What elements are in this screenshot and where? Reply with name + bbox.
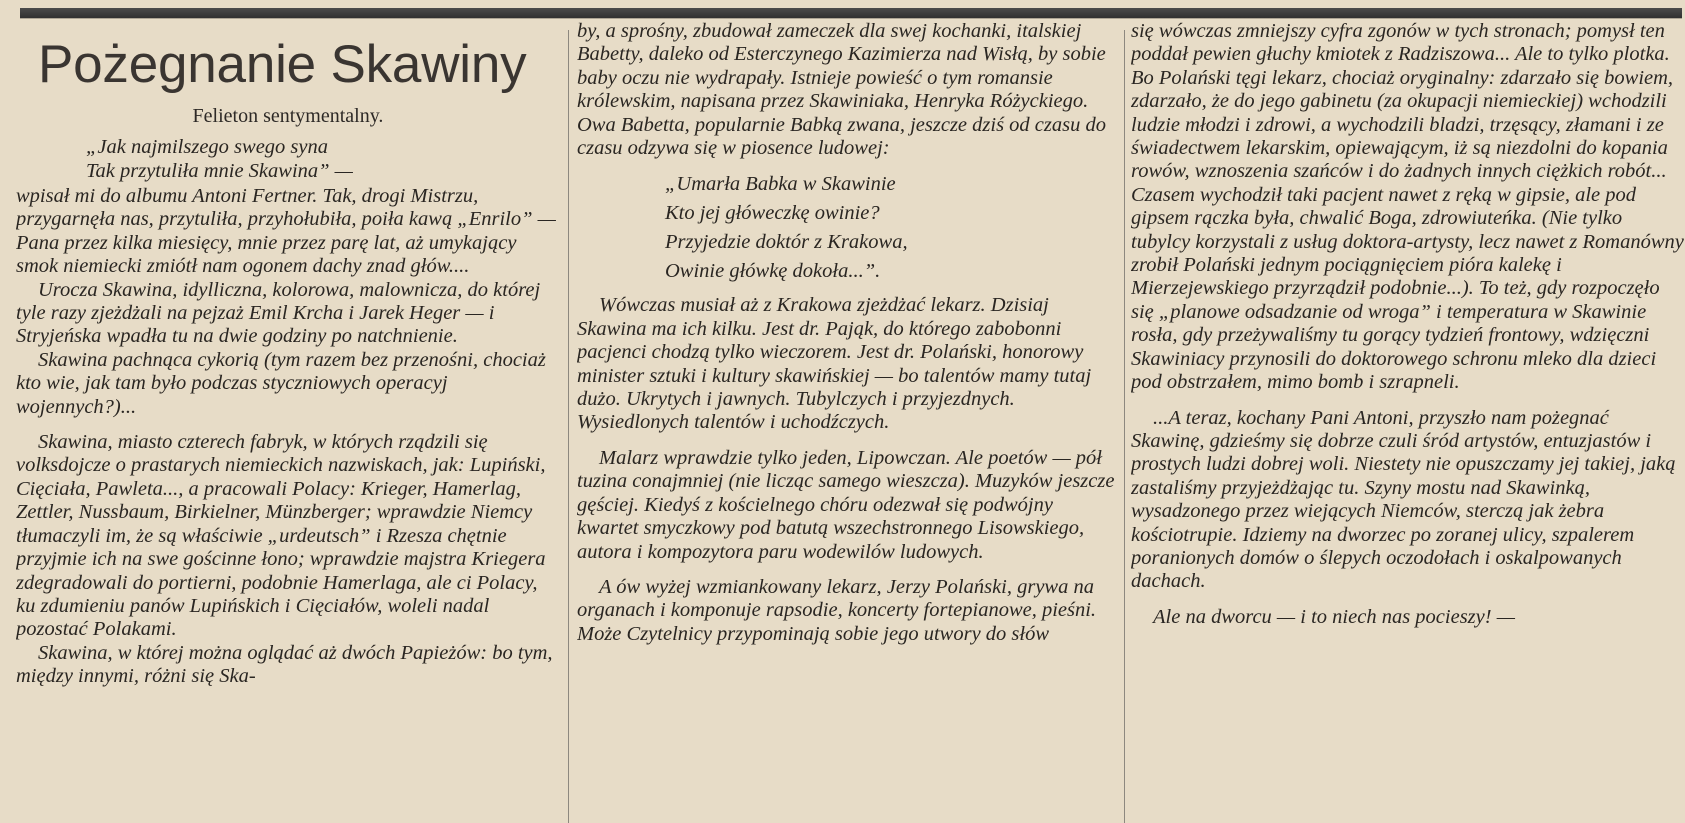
top-rule (20, 8, 1682, 18)
column-separator (568, 30, 569, 823)
verse-line: „Umarła Babka w Skawinie (665, 173, 896, 196)
paragraph: Wówczas musiał aż z Krakowa zjeżdżać lekarz. Dzisiaj Skawina ma ich kilku. Jest dr. Pająk, do którego zabobonni pacjenci chodzą tylko wieczorem. Jest dr. Polański, honorowy minister sztuki i kultury skawińskiej — bo talentów mamy tutaj dużo. Ukrytych i jawnych. Tubylczych i przyjezdnych. Wysiedlonych talentów i uchodźczych. (577, 294, 1092, 434)
article-subtitle: Felieton sentymentalny. (192, 105, 384, 127)
newspaper-page (0, 20, 1685, 823)
paragraph: Skawina pachnąca cykorią (tym razem bez przenośni, chociaż kto wie, jak tam było podczas styczniowych operacyj wojennych?)... (16, 348, 546, 418)
paragraph: by, a sprośny, zbudował zameczek dla swej kochanki, italskiej Babetty, daleko od Esterczynego Kazimierza nad Wisłą, by sobie baby oczu nie wydrapały. Istnieje powieść o tym romansie królewskim, napisana przez Skawiniaka, Henryka Różyckiego. Owa Babetta, popularnie Babką zwana, jeszcze dziś od czasu do czasu odzywa się w piosence ludowej: (577, 20, 1106, 160)
column-separator (1124, 30, 1125, 823)
column-1 (16, 20, 560, 823)
paragraph: się wówczas zmniejszy cyfra zgonów w tych stronach; pomysł ten poddał pewien głuchy kmiotek z Radziszowa... Ale to tylko plotka. Bo Polański tęgi lekarz, chociaż oryginalny: zdarzało się bowiem, zdarzało, że do jego gabinetu (za okupacji niemieckiej) wchodzili ludzie młodzi i zdrowi, a wychodzili bladzi, trzęsący, złamani i ze świadectwem lekarskim, opiewającym, iż są niezdolni do kopania rowów, wznoszenia szańców i do żadnych innych ciężkich robót... Czasem wychodził taki pacjent nawet z ręką w gipsie, ale pod gipsem rączka była, chwalić Boga, zdrowiuteńka. (Nie tylko tubylcy korzystali z usług doktora-artysty, lecz nawet z Romanówny zrobił Polański jednym pociągnięciem pióra kalekę i Mierzejewskiego przyrządził podobnie...). To też, gdy rozpoczęło się „planowe odsadzanie od wroga” i temperatura w Skawinie rosła, gdy przeżywaliśmy tu gorący tydzień frontowy, wdzięczni Skawiniacy przynosili do doktorowego schronu mleko dla dzieci pod obstrzałem, mimo bomb i szrapneli. (1131, 20, 1684, 394)
paragraph: Skawina, w której można oglądać aż dwóch Papieżów: bo tym, między innymi, różni się Ska- (16, 641, 553, 688)
verse-line: Przyjedzie doktór z Krakowa, (665, 231, 908, 254)
paragraph: Urocza Skawina, idylliczna, kolorowa, malownicza, do której tyle razy zjeżdżali na pejzaż Emil Krcha i Jarek Heger — i Stryjeńska wpadła tu na dwie godziny po natchnienie. (16, 278, 541, 348)
verse-line: Kto jej główeczkę owinie? (665, 202, 880, 225)
paragraph: Skawina, miasto czterech fabryk, w których rządzili się volksdojcze o prastarych niemieckich nazwiskach, jak: Lupiński, Cięciała, Pawleta..., a pracowali Polacy: Krieger, Hamerlag, Zettler, Nussbaum, Birkielner, Münzberger; wprawdzie Niemcy tłumaczyli im, że są właściwie „urdeutsch” i Rzesza chętnie przyjmie ich na swe gościnne łono; wprawdzie majstra Kriegera zdegradowali do portierni, podobnie Hamerlaga, ale ci Polacy, ku zdumieniu panów Lupińskich i Cięciałów, woleli nadal pozostać Polakami. (16, 431, 546, 641)
column-3 (1131, 20, 1685, 823)
motto-line: „Jak najmilszego swego syna (86, 136, 328, 158)
article-title: Pożegnanie Skawiny (38, 35, 527, 94)
paragraph: wpisał mi do albumu Antoni Fertner. Tak, drogi Mistrzu, przygarnęła nas, przytuliła, przyhołubiła, poiła kawą „Enrilo” — Pana przez kilka miesięcy, mnie przez parę lat, aż umykający smok niemiecki zmiótł nam ogonem dachy znad głów.... (16, 185, 556, 278)
paragraph: A ów wyżej wzmiankowany lekarz, Jerzy Polański, grywa na organach i komponuje rapsodie, koncerty fortepianowe, pieśni. Może Czytelnicy przypominają sobie jego utwory do słów (577, 575, 1097, 645)
verse-line: Owinie główkę dokoła...”. (665, 260, 881, 283)
paragraph: Ale na dworcu — i to niech nas pocieszy! — (1153, 605, 1515, 628)
folk-song-verse (665, 170, 1117, 286)
motto-line: Tak przytuliła mnie Skawina” — (86, 159, 353, 182)
column-2 (577, 20, 1117, 823)
motto (16, 136, 560, 183)
paragraph: ...A teraz, kochany Pani Antoni, przyszło nam pożegnać Skawinę, gdzieśmy się dobrze czuli śród artystów, entuzjastów i prostych ludzi dobrej woli. Niestety nie opuszczamy jej takiej, jaką zastaliśmy przyjeżdżając tu. Szyny mostu nad Skawinką, wysadzonego przez wiejących Niemców, sterczą jak żebra kościotrupie. Idziemy na dworzec po zoranej ulicy, szpalerem poranionych domów o ślepych oczodołach i oskalpowanych dachach. (1131, 406, 1676, 593)
paragraph: Malarz wprawdzie tylko jeden, Lipowczan. Ale poetów — pół tuzina conajmniej (nie licząc samego wieszcza). Muzyków jeszcze gęściej. Kiedyś z kościelnego chóru odezwał się podwójny kwartet smyczkowy pod batutą wszechstronnego Lisowskiego, autora i kompozytora paru wodewilów ludowych. (577, 446, 1115, 563)
